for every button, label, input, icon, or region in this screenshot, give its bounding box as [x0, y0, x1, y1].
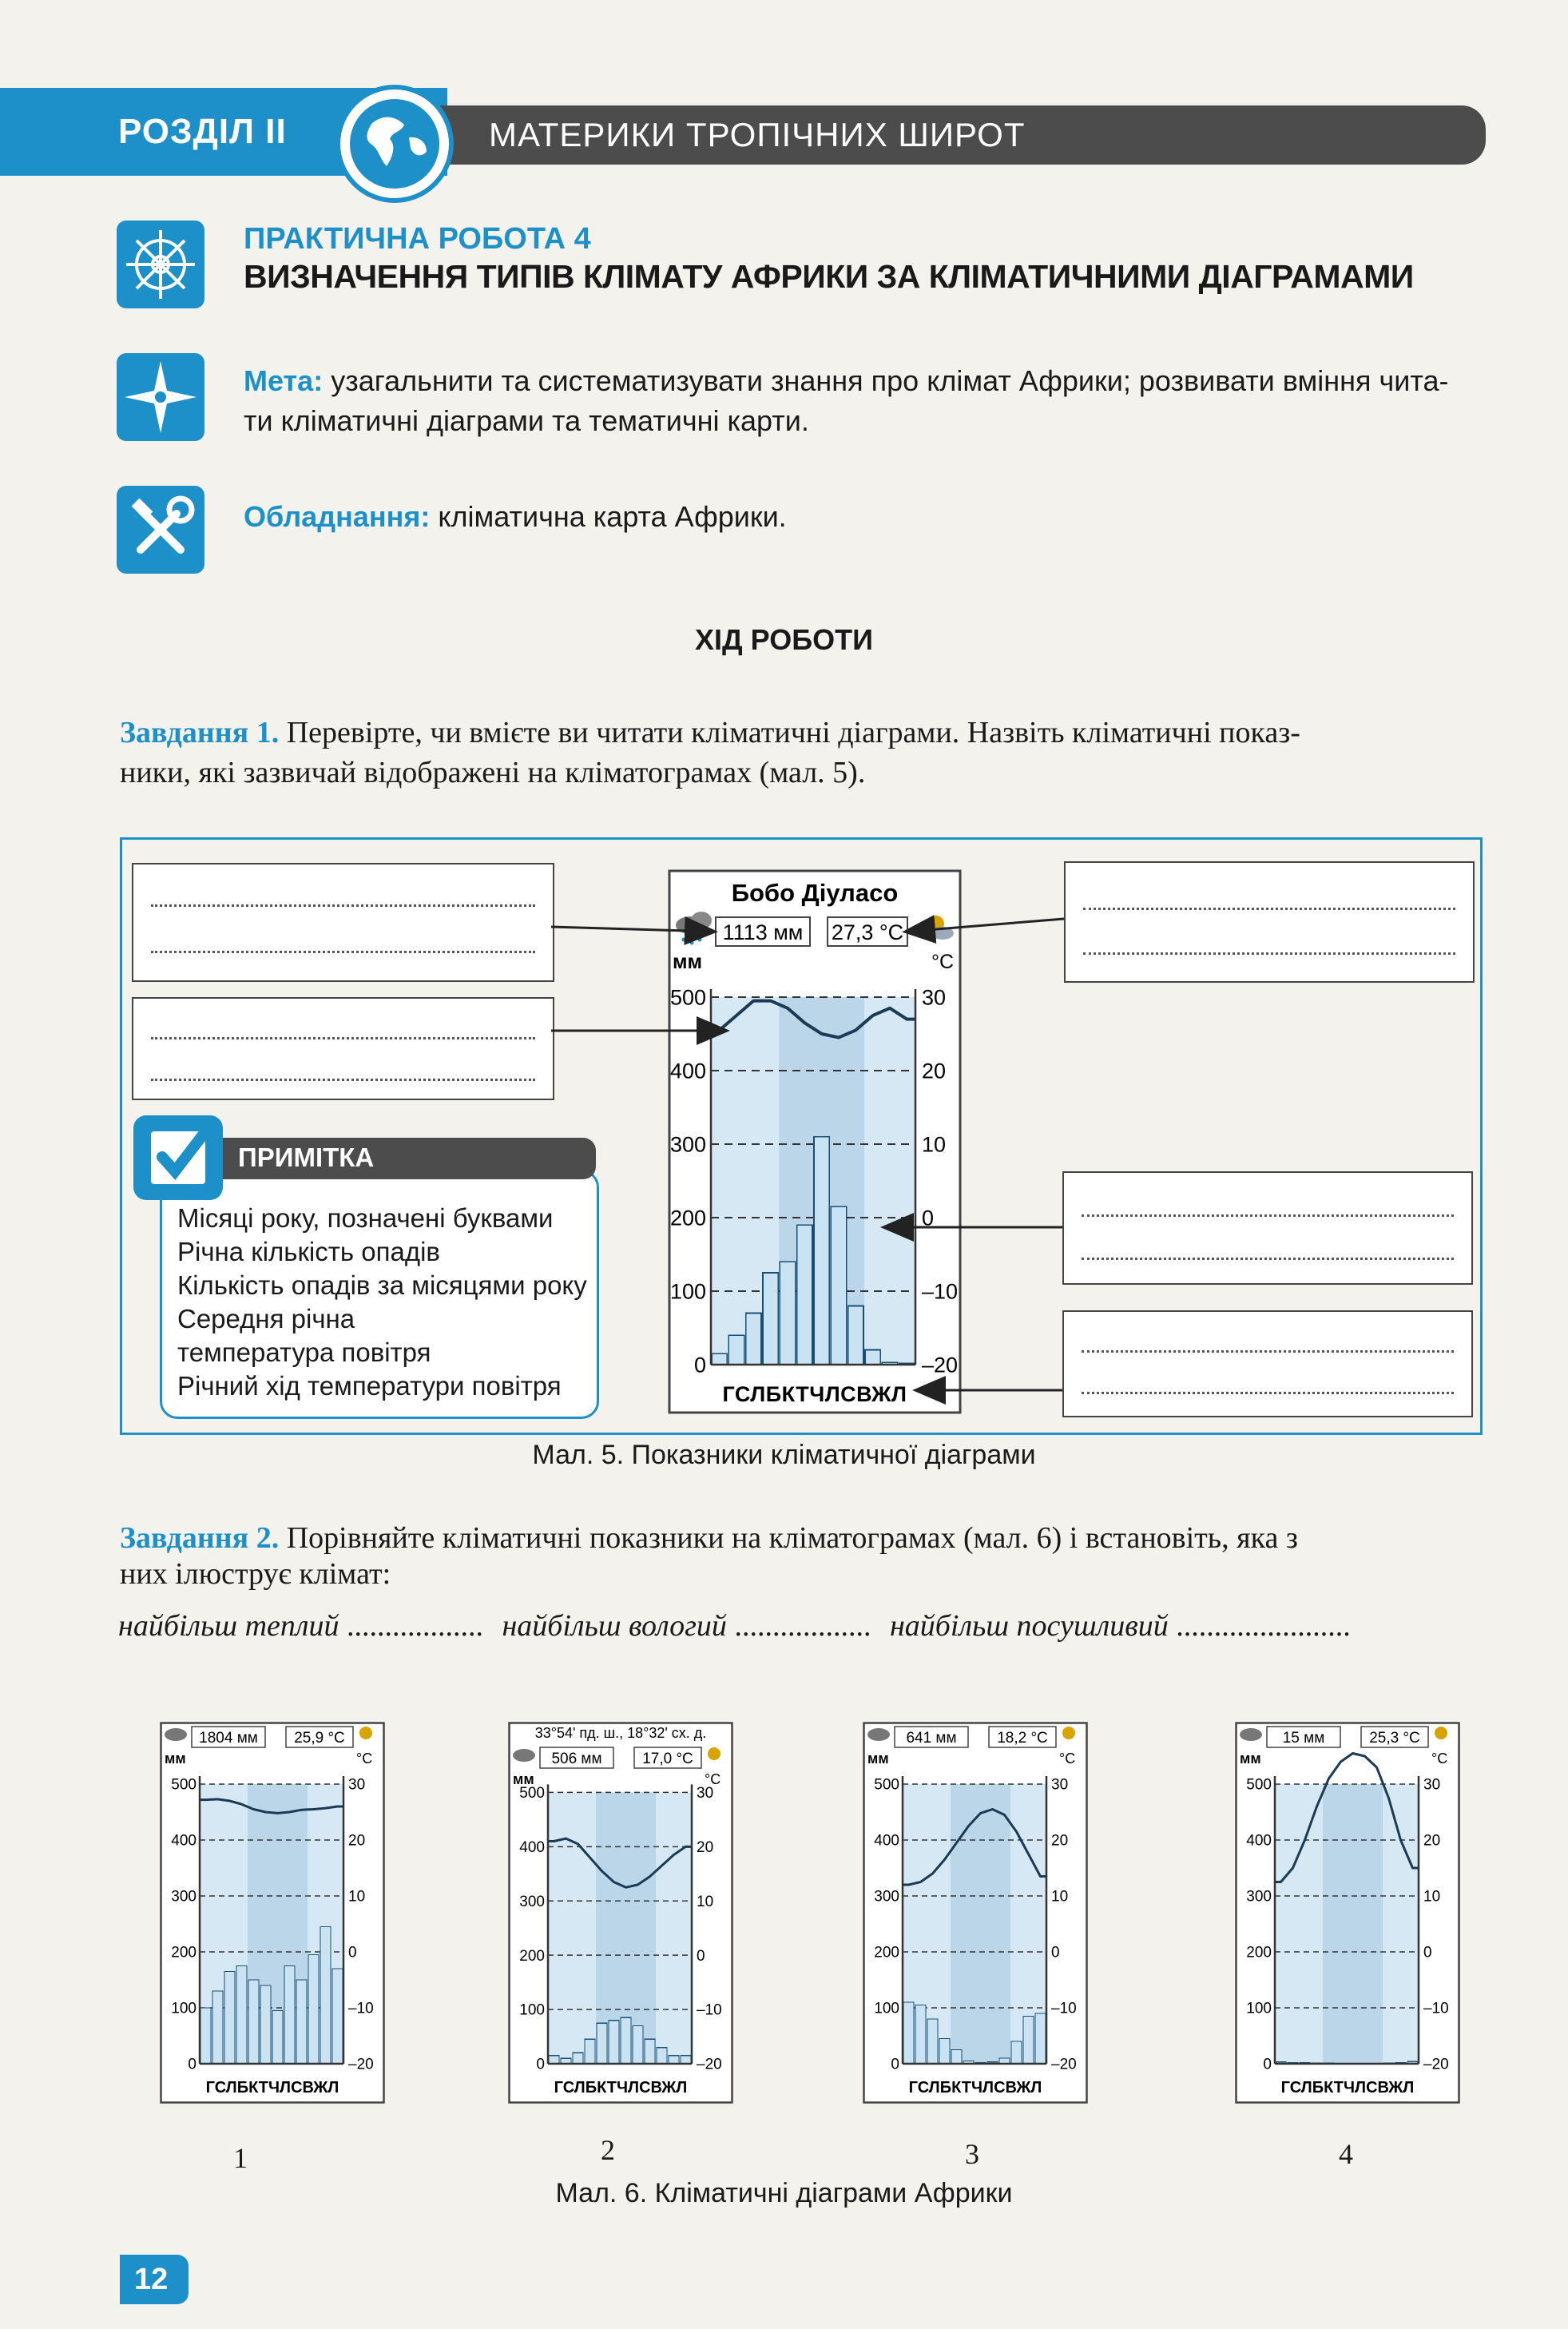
- month-labels: ГСЛБКТЧЛСВЖЛ: [1280, 2079, 1415, 2096]
- temp-unit: °С: [356, 1751, 373, 1767]
- task2-line-1: [120, 1520, 1298, 1556]
- precip-bar: [236, 1966, 247, 2065]
- precip-tick-label: 200: [171, 1944, 196, 1961]
- temp-tick-label: –10: [1423, 2000, 1449, 2017]
- annual-precip: 15 мм: [1282, 1730, 1325, 1747]
- mean-temp: 27,3 °С: [831, 920, 904, 944]
- precip-bar: [657, 2048, 667, 2064]
- month-labels: ГСЛБКТЧЛСВЖЛ: [908, 2079, 1042, 2096]
- task1-text: Перевірте, чи вмієте ви читати кліматичні діаграми. Назвіть кліматичні показ-: [286, 716, 1300, 749]
- precip-tick-label: 100: [874, 2000, 899, 2017]
- precip-tick-label: 100: [171, 2000, 196, 2017]
- temp-unit: °С: [931, 951, 955, 973]
- figure-6-caption: Мал. 6. Кліматичні діаграми Африки: [555, 2178, 1013, 2208]
- temp-tick-label: –20: [922, 1353, 959, 1377]
- precip-tick-label: 400: [171, 1832, 196, 1850]
- equipment-text: кліматична карта Африки.: [438, 500, 787, 533]
- precip-unit: мм: [867, 1751, 889, 1767]
- driest-label: найбільш посушливий: [889, 1609, 1169, 1643]
- task2-line-2: них ілюструє клімат:: [120, 1557, 391, 1591]
- season-shade: [1323, 1784, 1383, 2064]
- temp-tick-label: 0: [1051, 1944, 1060, 1961]
- precip-unit: мм: [1240, 1751, 1261, 1767]
- station-name: Бобо Діуласо: [731, 879, 899, 907]
- precip-tick-label: 500: [171, 1776, 196, 1794]
- note-item: температура повітря: [177, 1337, 431, 1367]
- month-labels: ГСЛБКТЧЛСВЖЛ: [554, 2079, 688, 2096]
- driest-answer-field[interactable]: .......................: [1176, 1609, 1351, 1643]
- season-shade: [951, 1784, 1010, 2064]
- note-title: ПРИМІТКА: [238, 1143, 375, 1172]
- equipment-label: Обладнання:: [244, 500, 431, 533]
- mean-temp: 17,0 °С: [642, 1751, 693, 1767]
- precip-bar: [320, 1927, 331, 2065]
- rain-cloud-icon: [513, 1749, 535, 1762]
- temp-tick-label: –20: [697, 2056, 722, 2073]
- temp-tick-label: –20: [1423, 2056, 1449, 2073]
- chart-number-3: 3: [965, 2138, 979, 2170]
- temp-tick-label: 30: [1051, 1776, 1069, 1794]
- practical-work-number: ПРАКТИЧНА РОБОТА 4: [244, 222, 591, 256]
- chart-number-1: 1: [233, 2142, 248, 2174]
- task1-line-2: ники, які зазвичай відображені на кліматограмах (мал. 5).: [120, 756, 866, 789]
- section-label: РОЗДІЛ II: [118, 112, 287, 151]
- warmest-label: найбільш теплий: [118, 1609, 339, 1643]
- month-labels: ГСЛБКТЧЛСВЖЛ: [205, 2079, 339, 2096]
- temp-tick-label: 10: [922, 1132, 947, 1157]
- temp-tick-label: 10: [697, 1893, 714, 1910]
- temp-tick-label: 0: [697, 1947, 705, 1965]
- page-number: 12: [134, 2263, 169, 2296]
- figure-5-caption: Мал. 5. Показники кліматичної діаграми: [532, 1440, 1036, 1470]
- temp-tick-label: 30: [922, 985, 947, 1010]
- precip-tick-label: 200: [874, 1944, 899, 1961]
- precip-bar: [681, 2056, 691, 2064]
- note-item: Кількість опадів за місяцями року: [177, 1270, 587, 1300]
- temp-tick-label: 10: [1423, 1888, 1441, 1906]
- precip-tick-label: 0: [188, 2056, 196, 2073]
- chart-number-4: 4: [1339, 2138, 1353, 2170]
- temp-tick-label: –10: [1051, 2000, 1077, 2017]
- precip-bar: [212, 1991, 223, 2064]
- arrow-mean-temp: [907, 919, 1064, 932]
- note-item: Місяці року, позначені буквами: [177, 1203, 554, 1233]
- plot-area: [519, 1784, 721, 2073]
- precip-bar: [200, 2008, 211, 2064]
- precip-bar: [951, 2050, 962, 2065]
- plot-area: [874, 1776, 1076, 2073]
- precip-tick-label: 400: [669, 1059, 706, 1083]
- temp-tick-label: 30: [1423, 1776, 1441, 1794]
- temp-tick-label: –20: [1051, 2056, 1077, 2073]
- rain-cloud-icon: [867, 1728, 890, 1741]
- precip-tick-label: 0: [536, 2056, 545, 2073]
- goal-line-2: ти кліматичні діаграми та тематичні карти.: [244, 404, 809, 437]
- precip-tick-label: 500: [669, 985, 706, 1010]
- precip-tick-label: 0: [1263, 2056, 1272, 2073]
- precip-tick-label: 200: [1246, 1944, 1272, 1961]
- rain-cloud-icon: [165, 1728, 187, 1741]
- temp-tick-label: 20: [348, 1832, 366, 1850]
- rain-cloud-icon: [1240, 1728, 1262, 1741]
- precip-tick-label: 0: [891, 2056, 899, 2073]
- sun-icon: [1435, 1727, 1447, 1739]
- precip-bar: [296, 1980, 307, 2064]
- temp-tick-label: –10: [922, 1279, 959, 1304]
- precip-bar: [272, 2011, 283, 2065]
- temp-tick-label: 20: [1423, 1832, 1441, 1850]
- temp-tick-label: 20: [697, 1838, 714, 1856]
- precip-tick-label: 100: [519, 2001, 545, 2019]
- precip-tick-label: 500: [519, 1785, 545, 1802]
- mean-temp: 18,2 °С: [997, 1730, 1048, 1747]
- annual-precip: 506 мм: [551, 1751, 602, 1767]
- precip-bar: [1023, 2017, 1034, 2065]
- temp-tick-label: 0: [922, 1206, 935, 1230]
- progress-heading: ХІД РОБОТИ: [695, 623, 873, 656]
- precip-bar: [1011, 2041, 1022, 2064]
- precip-tick-label: 300: [874, 1888, 899, 1906]
- precip-bar: [549, 2056, 559, 2064]
- precip-tick-label: 400: [1246, 1832, 1272, 1850]
- precip-tick-label: 300: [519, 1893, 545, 1910]
- precip-tick-label: 100: [669, 1279, 706, 1304]
- precip-tick-label: 300: [1246, 1888, 1272, 1906]
- temp-tick-label: 20: [1051, 1832, 1069, 1850]
- precip-bar: [609, 2021, 619, 2064]
- temp-tick-label: 30: [348, 1776, 366, 1794]
- annual-precip: 1113 мм: [722, 920, 804, 944]
- precip-bar: [903, 2002, 914, 2064]
- precip-bar: [669, 2056, 679, 2064]
- temp-tick-label: 0: [348, 1944, 357, 1961]
- wettest-label: найбільш вологий: [502, 1609, 727, 1643]
- precip-bar: [939, 2039, 950, 2065]
- precip-bar: [585, 2039, 595, 2064]
- warmest-answer-field[interactable]: ..................: [346, 1609, 483, 1643]
- precip-tick-label: 200: [519, 1947, 545, 1965]
- precip-unit: мм: [673, 951, 702, 973]
- precip-tick-label: 200: [669, 1206, 706, 1230]
- coordinates-label: 33°54' пд. ш., 18°32' сх. д.: [534, 1725, 707, 1741]
- precip-tick-label: 400: [874, 1832, 899, 1850]
- precip-unit: мм: [165, 1751, 186, 1767]
- wettest-answer-field[interactable]: ..................: [734, 1609, 871, 1643]
- precip-bar: [621, 2017, 631, 2064]
- task2-label: Завдання 2.: [120, 1521, 280, 1555]
- temp-tick-label: –10: [697, 2001, 722, 2019]
- temp-unit: °С: [705, 1771, 721, 1787]
- arrow-annual-precip: [551, 927, 713, 932]
- precip-tick-label: 400: [519, 1838, 545, 1856]
- goal-label: Мета:: [244, 364, 324, 397]
- mean-temp: 25,9 °С: [294, 1730, 345, 1747]
- chart-number-2: 2: [601, 2134, 615, 2166]
- sun-icon: [1062, 1727, 1075, 1739]
- temp-unit: °С: [1059, 1751, 1076, 1767]
- temp-tick-label: 30: [697, 1785, 714, 1802]
- precip-bar: [927, 2019, 938, 2064]
- precip-tick-label: 300: [171, 1888, 196, 1906]
- climatogram-2: [508, 1722, 733, 2104]
- mean-temp: 25,3 °С: [1369, 1730, 1420, 1747]
- precip-tick-label: 500: [1246, 1776, 1272, 1794]
- precip-bar: [332, 1969, 343, 2064]
- precip-tick-label: 0: [693, 1353, 706, 1377]
- temp-tick-label: –20: [348, 2056, 374, 2073]
- task1-label: Завдання 1.: [120, 716, 280, 749]
- precip-bar: [308, 1955, 319, 2065]
- temp-unit: °С: [1431, 1751, 1448, 1767]
- precip-bar: [1035, 2013, 1046, 2064]
- climatogram-1: [160, 1722, 385, 2104]
- precip-tick-label: 300: [669, 1132, 706, 1157]
- task2-answers: [118, 1608, 1351, 1643]
- precip-bar: [633, 2025, 643, 2064]
- precip-bar: [224, 1972, 235, 2065]
- annual-precip: 641 мм: [906, 1730, 957, 1747]
- temp-tick-label: 0: [1423, 1944, 1432, 1961]
- precip-bar: [248, 1980, 259, 2064]
- goal-text: узагальнити та систематизувати знання про клімат Африки; розвивати вміння чита-: [331, 364, 1449, 397]
- plot-area: [171, 1776, 373, 2073]
- precip-unit: мм: [513, 1771, 534, 1787]
- note-item: Річна кількість опадів: [177, 1237, 440, 1266]
- climatogram-4: [1235, 1722, 1460, 2104]
- temp-tick-label: –10: [348, 2000, 374, 2017]
- temp-tick-label: 10: [348, 1888, 366, 1906]
- temp-tick-label: 10: [1051, 1888, 1069, 1906]
- precip-bar: [915, 2005, 926, 2065]
- note-item: Середня річна: [177, 1304, 355, 1333]
- note-item: Річний хід температури повітря: [177, 1371, 562, 1401]
- precip-tick-label: 500: [874, 1776, 899, 1794]
- task2-text: Порівняйте кліматичні показники на кліматограмах (мал. 6) і встановіть, яка з: [286, 1521, 1298, 1555]
- precip-bar: [573, 2053, 583, 2064]
- precip-bar: [597, 2023, 607, 2064]
- precip-bar: [260, 1985, 271, 2064]
- precip-bar: [645, 2039, 655, 2064]
- plot-area: [1246, 1754, 1448, 2073]
- sun-icon: [359, 1727, 372, 1739]
- precip-bar: [284, 1966, 295, 2065]
- chapter-title: МАТЕРИКИ ТРОПІЧНИХ ШИРОТ: [489, 116, 1026, 153]
- month-labels: ГСЛБКТЧЛСВЖЛ: [722, 1382, 907, 1406]
- sun-icon: [708, 1747, 720, 1760]
- practical-work-title: ВИЗНАЧЕННЯ ТИПІВ КЛІМАТУ АФРИКИ ЗА КЛІМАТИЧНИМИ ДІАГРАМАМИ: [244, 258, 1414, 295]
- temp-tick-label: 20: [922, 1059, 947, 1083]
- annual-precip: 1804 мм: [199, 1730, 258, 1747]
- precip-tick-label: 100: [1246, 2000, 1272, 2017]
- climatogram-3: [863, 1722, 1088, 2104]
